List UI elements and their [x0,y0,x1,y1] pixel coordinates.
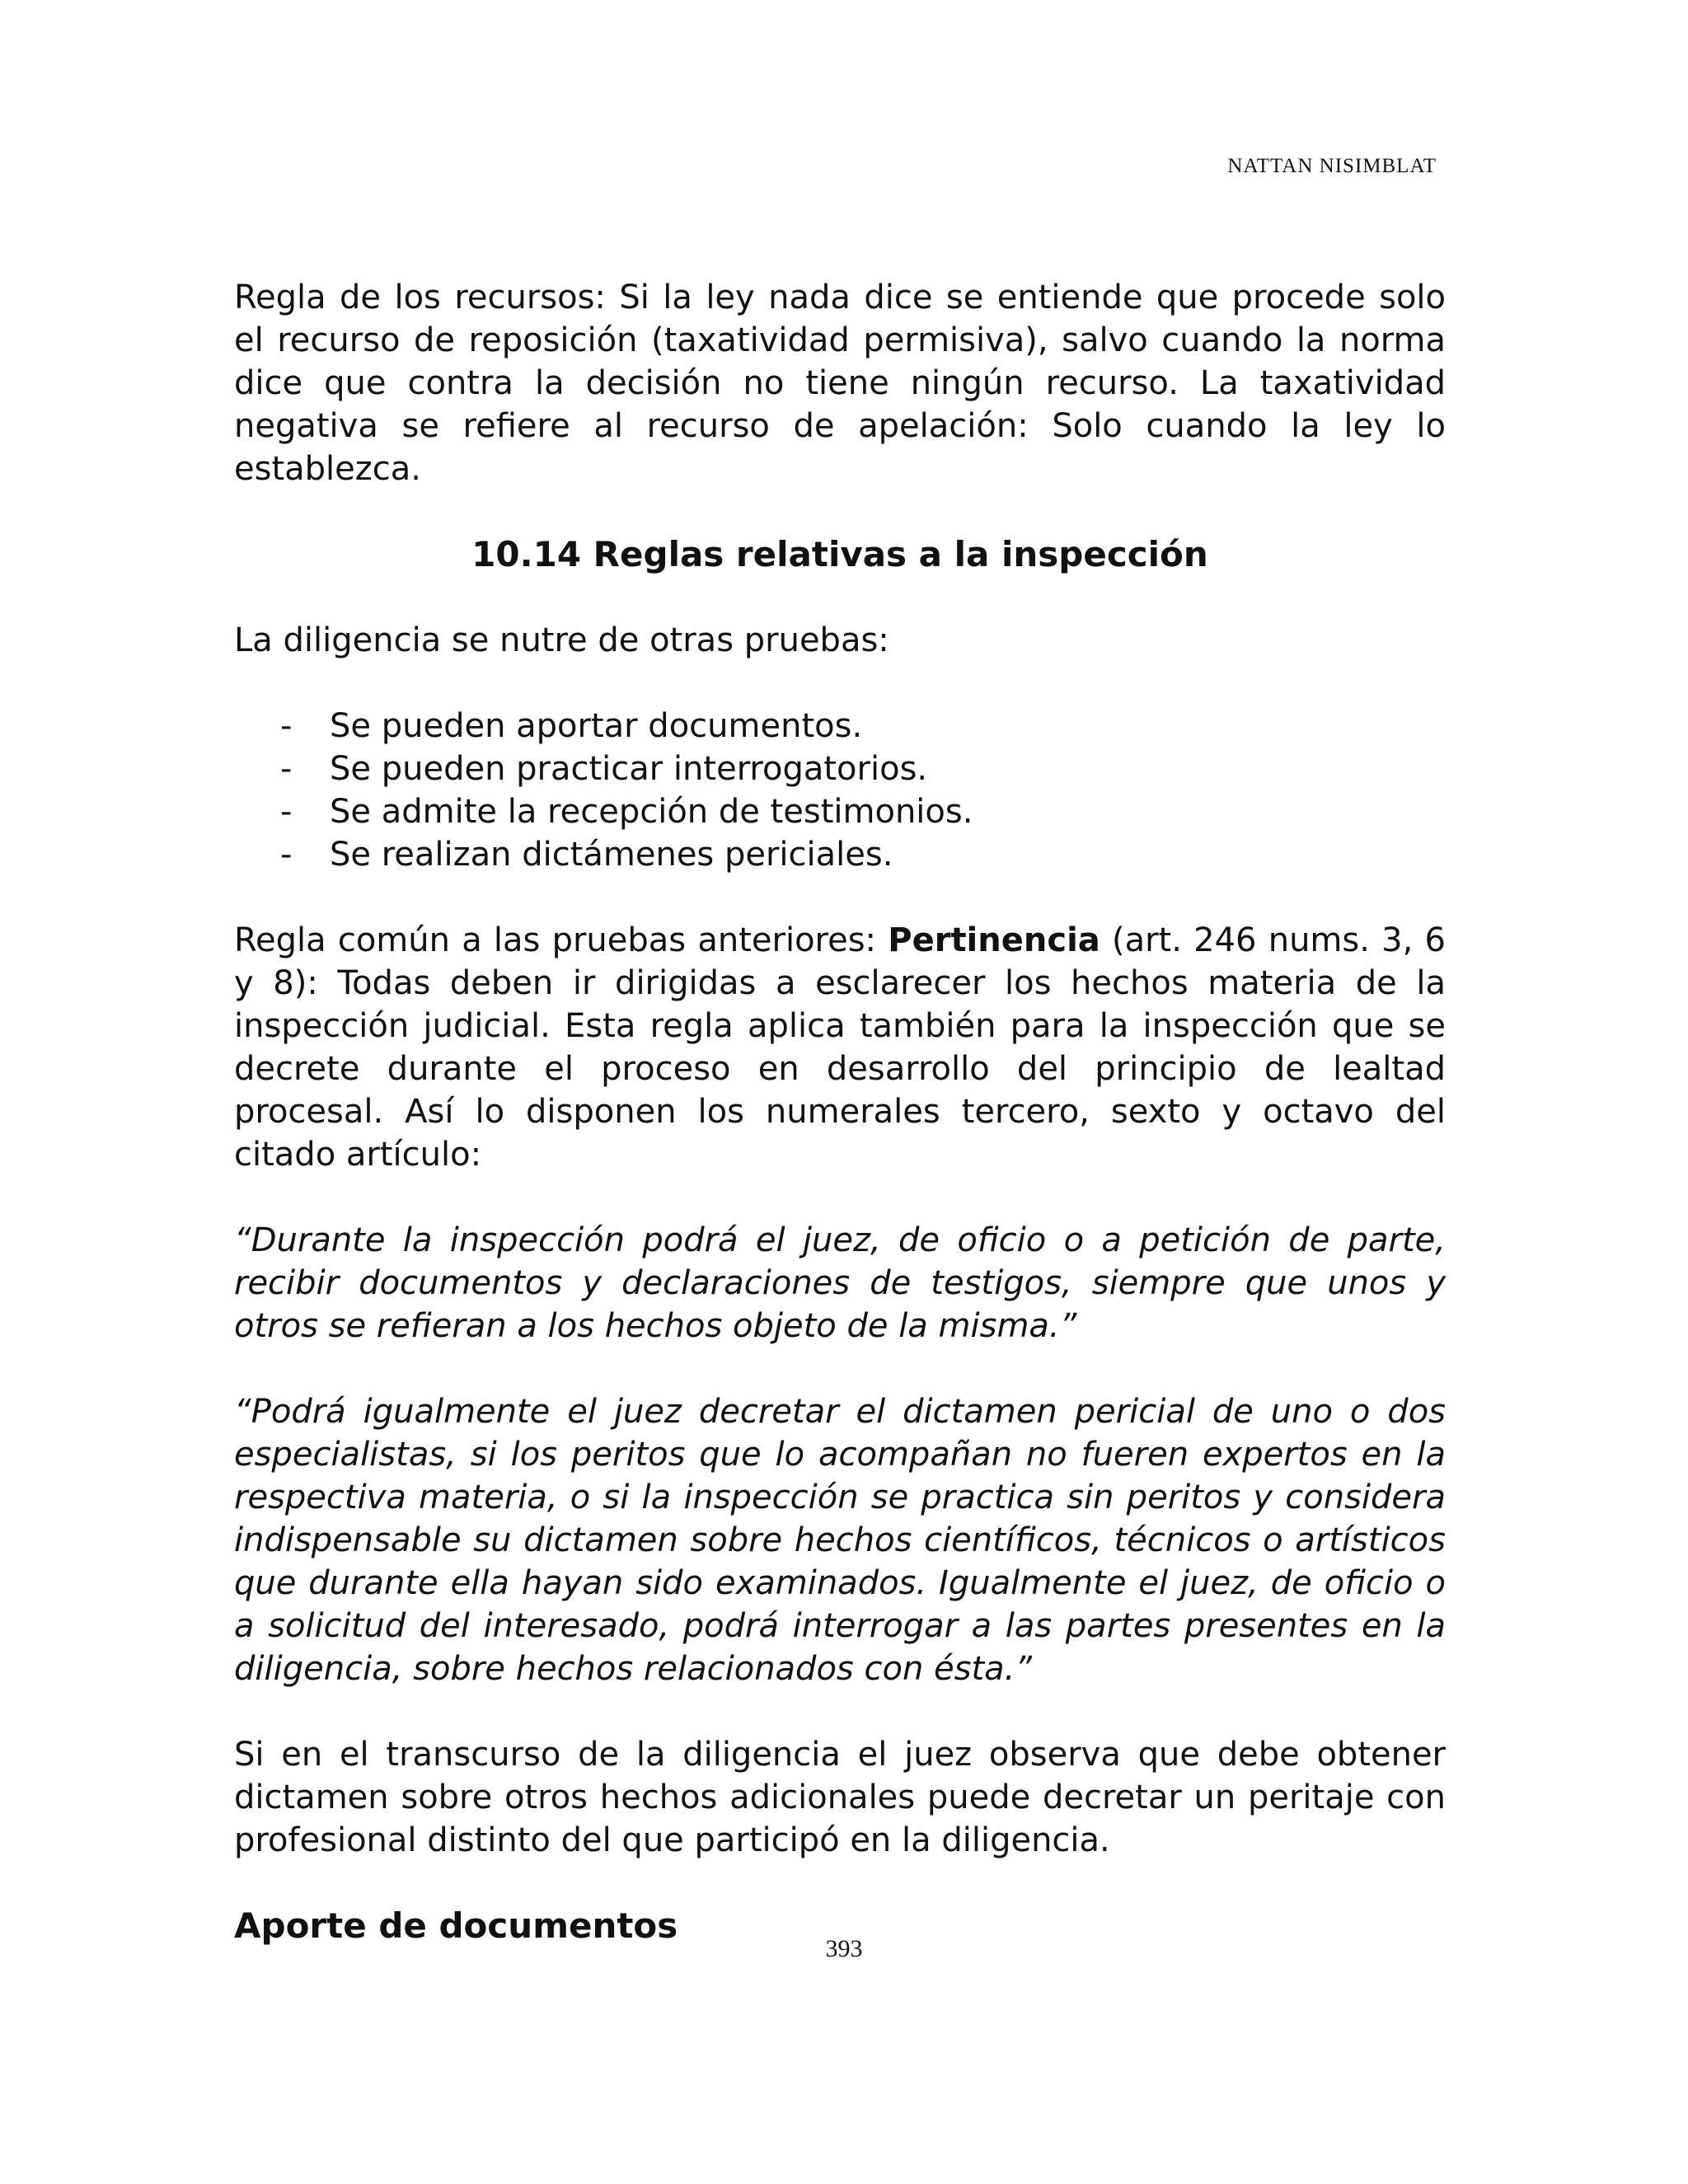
paragraph-regla-comun [234,919,1446,1176]
list-item [234,833,1446,876]
page-number: 393 [825,1935,863,1962]
list-item-text: Se admite la recepción de testimonios. [330,793,973,831]
paragraph-closing: Si en el transcurso de la diligencia el juez observa que debe obtener dictamen sobre otros hechos adicionales puede decretar un peritaje con profesional distinto del que participó en la diligencia. [234,1736,1446,1859]
dash-marker: - [280,707,293,745]
dash-marker: - [280,793,293,831]
page-body [234,276,1446,1947]
list-item-text: Se pueden practicar interrogatorios. [330,750,928,788]
section-heading: 10.14 Reglas relativas a la inspección [471,534,1208,574]
subsection-heading: Aporte de documentos [234,1905,678,1946]
list-item [234,790,1446,833]
list-item [234,748,1446,790]
quote-numeral-tercero: “Durante la inspección podrá el juez, de oficio o a petición de parte, recibir documentos y declaraciones de testigos, siempre que unos y otros se refieran a los hechos objeto de la misma.” [234,1221,1446,1345]
paragraph-intro: La diligencia se nutre de otras pruebas: [234,621,889,659]
list-item-text: Se realizan dictámenes periciales. [330,836,893,874]
pertinencia-term: Pertinencia [888,921,1100,959]
list-item-text: Se pueden aportar documentos. [330,707,863,745]
paragraph-regla-recursos: Regla de los recursos: Si la ley nada dice se entiende que procede solo el recurso de reposición (taxatividad permisiva), salvo cuando la norma dice que contra la decisión no tiene ningún recurso. La taxatividad negativa se refiere al recurso de apelación: Solo cuando la ley lo establezca. [234,279,1446,488]
regla-rest: (art. 246 nums. 3, 6 y 8): Todas deben ir dirigidas a esclarecer los hechos materia de la inspección judicial. Esta regla aplica también para la inspección que se decrete durante el proceso en desarrollo del principio de lealtad procesal. Así lo disponen los numerales tercero, sexto y octavo del citado artículo: [234,921,1446,1174]
dash-marker: - [280,750,293,788]
running-header-author: NATTAN NISIMBLAT [1227,155,1437,177]
dash-marker: - [280,836,293,874]
list-item [234,705,1446,748]
regla-prefix: Regla común a las pruebas anteriores: [234,921,889,959]
evidence-list [234,705,1446,876]
quote-numerales-sexto-octavo: “Podrá igualmente el juez decretar el dictamen pericial de uno o dos especialistas, si los peritos que lo acompañan no fueren expertos en la respectiva materia, o si la inspección se practica sin peritos y considera indispensable su dictamen sobre hechos científicos, técnicos o artísticos que durante ella hayan sido examinados. Igualmente el juez, de oficio o a solicitud del interesado, podrá interrogar a las partes presentes en la diligencia, sobre hechos relacionados con ésta.” [234,1393,1446,1688]
